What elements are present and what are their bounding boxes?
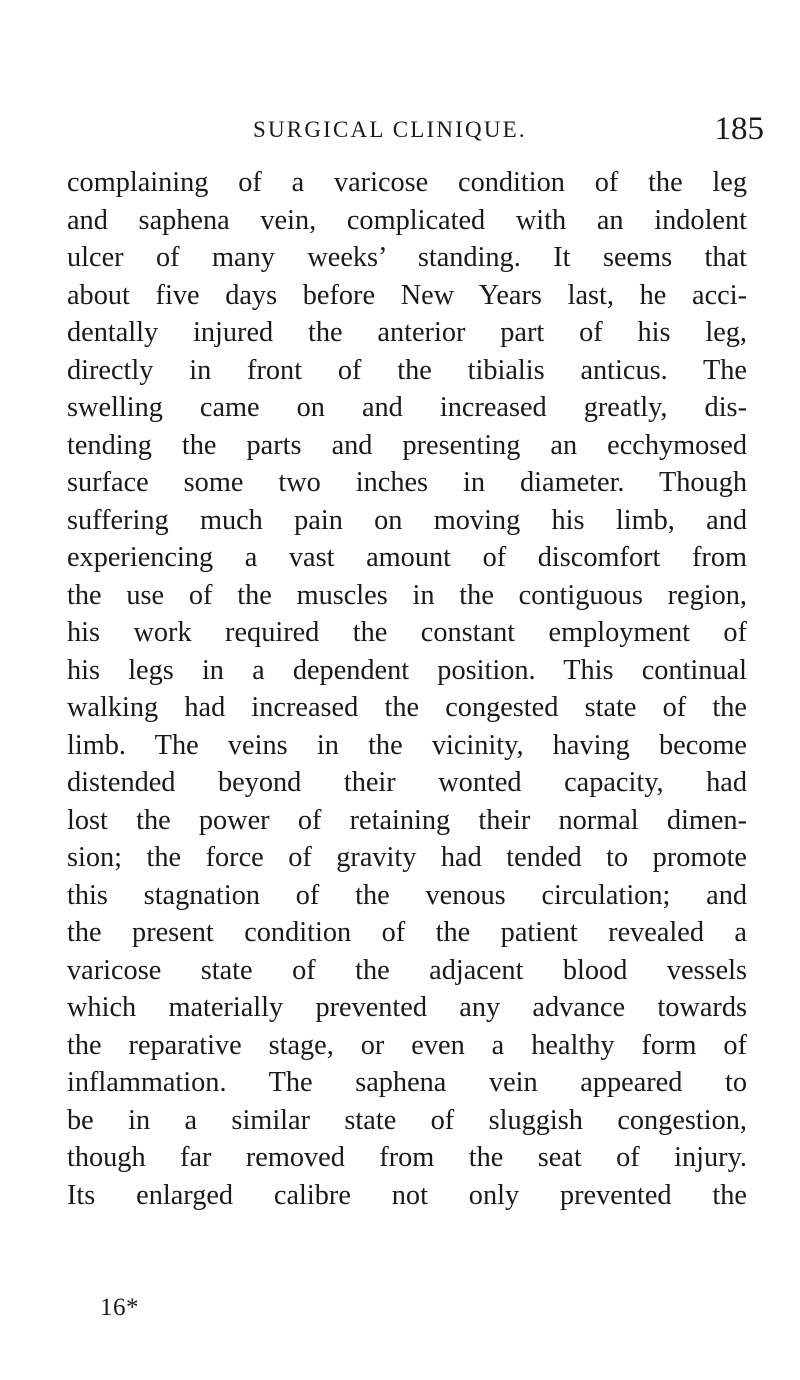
text-line: complaining of a varicose condition of the leg (67, 167, 747, 198)
text-line: varicose state of the adjacent blood vessels (67, 954, 747, 986)
text-line: which materially prevented any advance towards (67, 992, 747, 1023)
text-line: swelling came on and increased greatly, dis- (67, 392, 747, 423)
text-line: tending the parts and presenting an ecchymosed (67, 429, 747, 461)
running-title: SURGICAL CLINIQUE. (253, 117, 527, 142)
text-line: suffering much pain on moving his limb, and (67, 504, 747, 536)
text-line: and saphena vein, complicated with an indolent (67, 204, 747, 236)
text-line: inflammation. The saphena vein appeared to (67, 1067, 747, 1098)
text-line: distended beyond their wonted capacity, had (67, 767, 747, 798)
text-line: sion; the force of gravity had tended to promote (67, 842, 747, 873)
text-line: the present condition of the patient revealed a (67, 917, 747, 948)
text-line: lost the power of retaining their normal dimen- (67, 804, 747, 836)
text-line: this stagnation of the venous circulation; and (67, 879, 747, 911)
text-line: surface some two inches in diameter. Though (67, 467, 747, 498)
text-line: though far removed from the seat of injury. (67, 1142, 747, 1173)
signature-mark: 16* (100, 1294, 139, 1321)
text-line: dentally injured the anterior part of his leg, (67, 317, 747, 348)
text-line: limb. The veins in the vicinity, having become (67, 729, 747, 761)
text-line: the use of the muscles in the contiguous region, (67, 579, 747, 611)
text-line: about five days before New Years last, he acci- (67, 279, 747, 311)
text-line: Its enlarged calibre not only prevented the (67, 1179, 747, 1211)
text-line: walking had increased the congested state of the (67, 692, 747, 723)
text-line: the reparative stage, or even a healthy form of (67, 1029, 747, 1061)
page-header (253, 111, 773, 147)
text-line: ulcer of many weeks’ standing. It seems that (67, 242, 747, 273)
text-line: experiencing a vast amount of discomfort from (67, 542, 747, 573)
text-line: directly in front of the tibialis anticus. The (67, 354, 747, 386)
body-text (67, 164, 747, 1214)
text-line: his legs in a dependent position. This continual (67, 654, 747, 686)
text-line: his work required the constant employment of (67, 617, 747, 648)
page-number: 185 (714, 111, 764, 147)
text-line: be in a similar state of sluggish congestion, (67, 1104, 747, 1136)
